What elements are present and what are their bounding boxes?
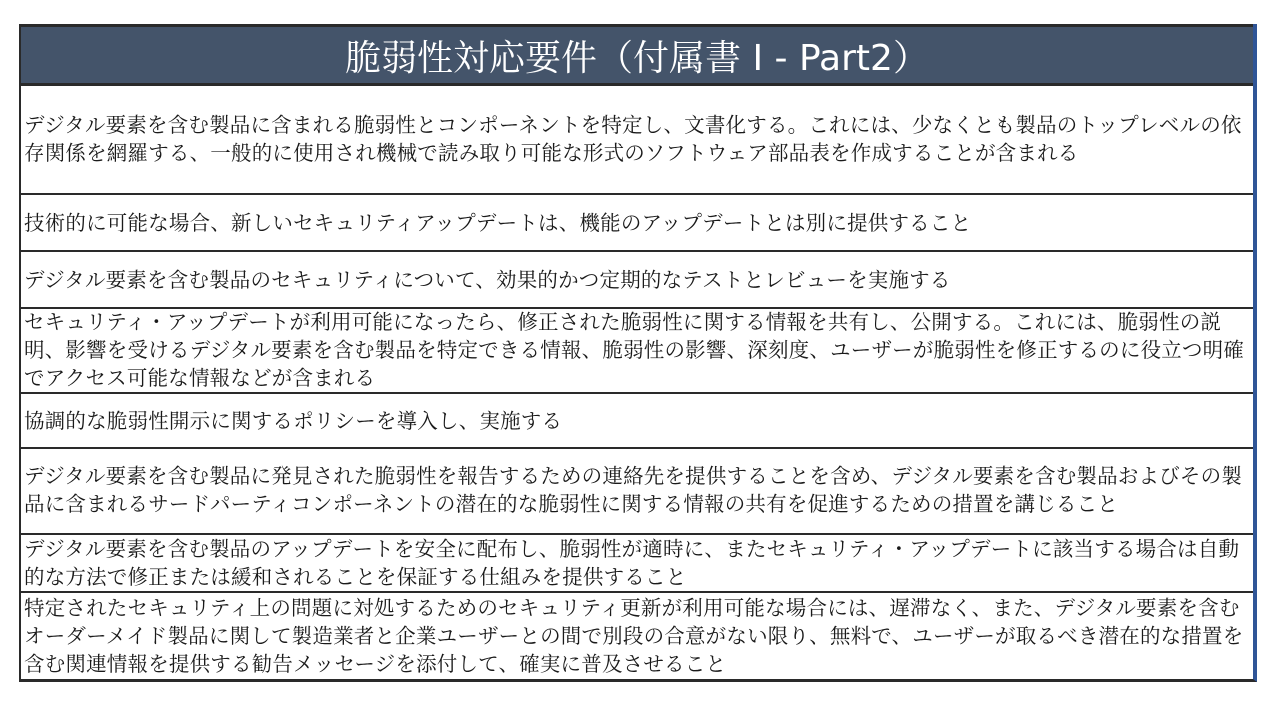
requirement-row-4 xyxy=(21,309,1253,394)
requirement-row-7 xyxy=(21,535,1253,593)
requirement-text: デジタル要素を含む製品のアップデートを安全に配布し、脆弱性が適時に、またセキュリティ・アップデートに該当する場合は自動的な方法で修正または緩和されることを保証する仕組みを提供すること xyxy=(24,537,1240,589)
requirement-row-5 xyxy=(21,394,1253,449)
table-title xyxy=(21,24,1253,86)
requirement-text: セキュリティ・アップデートが利用可能になったら、修正された脆弱性に関する情報を共有し、公開する。これには、脆弱性の説明、影響を受けるデジタル要素を含む製品を特定できる情報、脆弱性の影響、深刻度、ユーザーが脆弱性を修正するのに役立つ明確でアクセス可能な情報などが含まれる xyxy=(24,309,1245,390)
requirement-text: 特定されたセキュリティ上の問題に対処するためのセキュリティ更新が利用可能な場合には、遅滞なく、また、デジタル要素を含むオーダーメイド製品に関して製造業者と企業ユーザーとの間で別段の合意がない限り、無料で、ユーザーが取るべき潜在的な措置を含む関連情報を提供する勧告メッセージを添付して、確実に普及させること xyxy=(24,595,1244,676)
requirement-row-8 xyxy=(21,593,1253,680)
requirement-text: デジタル要素を含む製品に発見された脆弱性を報告するための連絡先を提供することを含め、デジタル要素を含む製品およびその製品に含まれるサードパーティコンポーネントの潜在的な脆弱性に関する情報の共有を促進するための措置を講じること xyxy=(24,464,1243,516)
table-title-text: 脆弱性対応要件（付属書 I - Part2） xyxy=(345,37,929,79)
requirement-row-1 xyxy=(21,86,1253,195)
requirement-text: 協調的な脆弱性開示に関するポリシーを導入し、実施する xyxy=(24,408,563,433)
requirement-row-2 xyxy=(21,195,1253,252)
requirement-row-3 xyxy=(21,252,1253,309)
requirement-text: 技術的に可能な場合、新しいセキュリティアップデートは、機能のアップデートとは別に提供すること xyxy=(24,210,972,235)
requirements-list xyxy=(21,86,1253,680)
requirement-text: デジタル要素を含む製品に含まれる脆弱性とコンポーネントを特定し、文書化する。これには、少なくとも製品のトップレベルの依存関係を網羅する、一般的に使用され機械で読み取り可能な形式のソフトウェア部品表を作成することが含まれる xyxy=(24,112,1242,165)
requirements-table xyxy=(19,24,1257,682)
requirement-text: デジタル要素を含む製品のセキュリティについて、効果的かつ定期的なテストとレビューを実施する xyxy=(24,267,951,292)
requirement-row-6 xyxy=(21,449,1253,535)
